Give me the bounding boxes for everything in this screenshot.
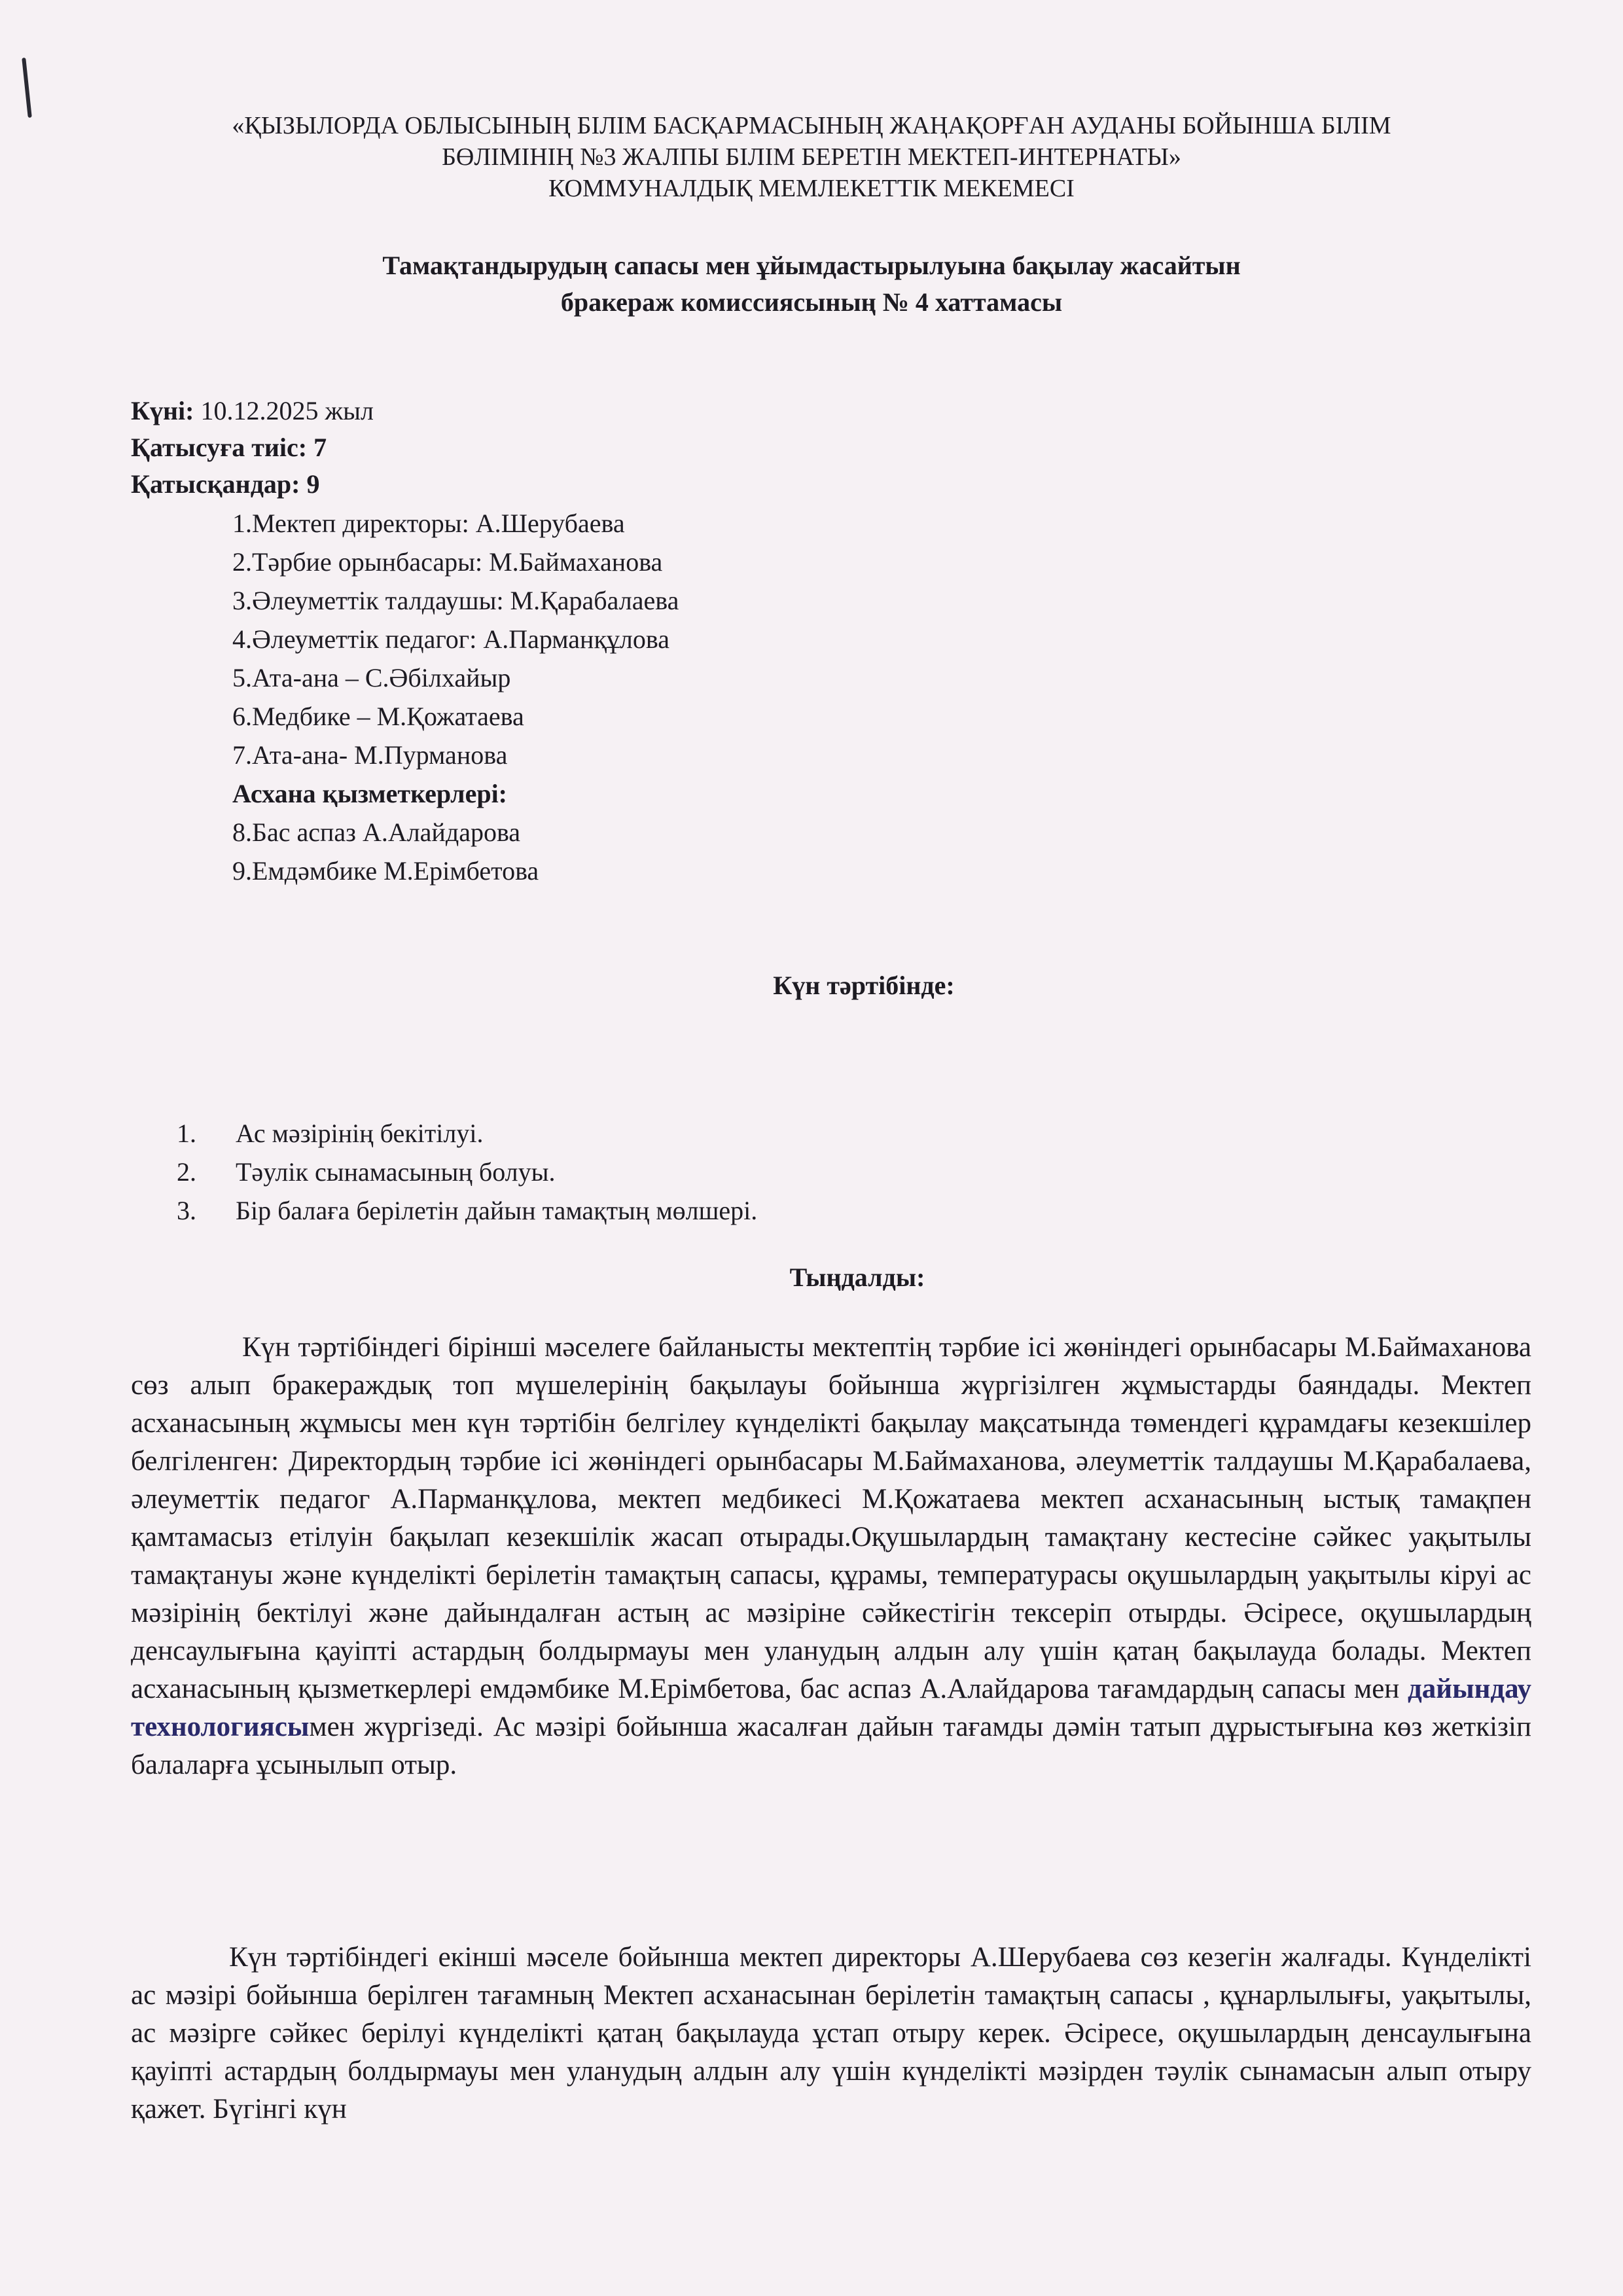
- agenda-item: 1. Ас мәзірінің бекітілуі.: [177, 1119, 484, 1148]
- document-title: [196, 247, 1427, 321]
- participant-item: 6.Медбике – М.Қожатаева: [232, 702, 524, 731]
- participant-item: 7.Ата-ана- М.Пурманова: [232, 740, 508, 770]
- agenda-item: 3. Бір балаға берілетін дайын тамақтың мөлшері.: [177, 1196, 758, 1225]
- agenda-item: 2. Тәулік сынамасының болуы.: [177, 1157, 556, 1187]
- agenda-list: [177, 1114, 757, 1230]
- pen-stroke-mark: [22, 58, 32, 118]
- participant-item: 5.Ата-ана – С.Әбілхайыр: [232, 663, 511, 692]
- highlighted-text: дайындау технологиясы: [131, 1674, 1531, 1742]
- participant-item: 8.Бас аспаз А.Алайдарова: [232, 817, 521, 847]
- canteen-staff-heading: Асхана қызметкерлері:: [232, 779, 507, 808]
- title-line-1: Тамақтандырудың сапасы мен ұйымдастырылуына бақылау жасайтын: [382, 251, 1241, 280]
- header-line-1: «ҚЫЗЫЛОРДА ОБЛЫСЫНЫҢ БІЛІМ БАСҚАРМАСЫНЫҢ ЖАҢАҚОРҒАН АУДАНЫ БОЙЫНША БІЛІМ: [232, 112, 1391, 139]
- participant-item: 2.Тәрбие орынбасары: М.Баймаханова: [232, 547, 663, 577]
- agenda-heading: Күн тәртібінде:: [773, 971, 955, 1000]
- heard-paragraph-1: Күн тәртібіндегі бірінші мәселеге байланысты мектептің тәрбие ісі жөніндегі орынбасары М.Баймаханова сөз алып бракераждық топ мүшелерінің бақылауы бойынша жүргізілген жұмыстарды баяндады. Мектеп асханасының жұмысы мен күн тәртібін белгілеу күнделікті бақылау мақсатында төмендегі құрамдағы кезекшілер белгіленген: Директордың тәрбие ісі жөніндегі орынбасары М.Баймаханова, әлеуметтік талдаушы М.Қарабалаева, әлеуметтік педагог А.Парманқұлова, мектеп медбикесі М.Қожатаева мектеп асханасының ыстық тамақпен қамтамасыз етілуін бақылап кезекшілік жасап отырады.Оқушылардың тамақтану кестесіне сәйкес уақытылы тамақтануы және күнделікті берілетін тамақтың сапасы, құрамы, температурасы оқушылардың уақытылы кіруі ас мәзірінің бектілуі және дайындалған астың ас мәзіріне сәйкестігін тексеріп отырды. Әсіресе, оқушылардың денсаулығына қауіпті астардың болдырмауы мен уланудың алдын алу үшін қатаң бақылауда болады. Мектеп асханасының қызметкерлері емдәмбике М.Ерімбетова, бас аспаз А.Алайдарова тағамдардың сапасы мен дайындау технологиясымен жүргізеді. Ас мәзірі бойынша жасалған дайын тағамды дәмін татып дұрыстығына көз жеткізіп балаларға ұсынылып отыр.: [131, 1332, 1531, 1780]
- date-value: 10.12.2025 жыл: [194, 396, 374, 425]
- meeting-meta: [131, 393, 374, 503]
- title-line-2: бракераж комиссиясының № 4 хаттамасы: [560, 287, 1063, 317]
- present-count: Қатысқандар: 9: [131, 469, 320, 499]
- participants-list: [232, 504, 679, 890]
- heard-heading: Тыңдалды:: [789, 1263, 925, 1292]
- meeting-date: [131, 393, 374, 429]
- header-line-2: БӨЛІМІНІҢ №3 ЖАЛПЫ БІЛІМ БЕРЕТІН МЕКТЕП-ИНТЕРНАТЫ»: [442, 143, 1181, 171]
- date-label: Күні:: [131, 396, 194, 425]
- participant-item: 3.Әлеуметтік талдаушы: М.Қарабалаева: [232, 586, 679, 615]
- expected-count: Қатысуға тиіс: 7: [131, 433, 327, 462]
- institution-header: [131, 110, 1492, 204]
- heard-paragraph-2: Күн тәртібіндегі екінші мәселе бойынша мектеп директоры А.Шерубаева сөз кезегін жалғады. Күнделікті ас мәзірі бойынша берілген тағамның Мектеп асханасынан берілетін тамақтың сапасы , құнарлылығы, уақытылы, ас мәзірге сәйкес берілуі күнделікті қатаң бақылауда ұстап отыру керек. Әсіресе, оқушылардың денсаулығына қауіпті астардың болдырмауы мен уланудың алдын алу үшін күнделікті мәзірден тәулік сынамасын алып отыру қажет. Бүгінгі күн: [131, 1942, 1531, 2125]
- header-line-3: КОММУНАЛДЫҚ МЕМЛЕКЕТТІК МЕКЕМЕСІ: [548, 175, 1075, 202]
- participant-item: 4.Әлеуметтік педагог: А.Парманқұлова: [232, 624, 669, 654]
- participant-item: 9.Емдәмбике М.Ерімбетова: [232, 856, 539, 886]
- participant-item: 1.Мектеп директоры: А.Шерубаева: [232, 509, 625, 538]
